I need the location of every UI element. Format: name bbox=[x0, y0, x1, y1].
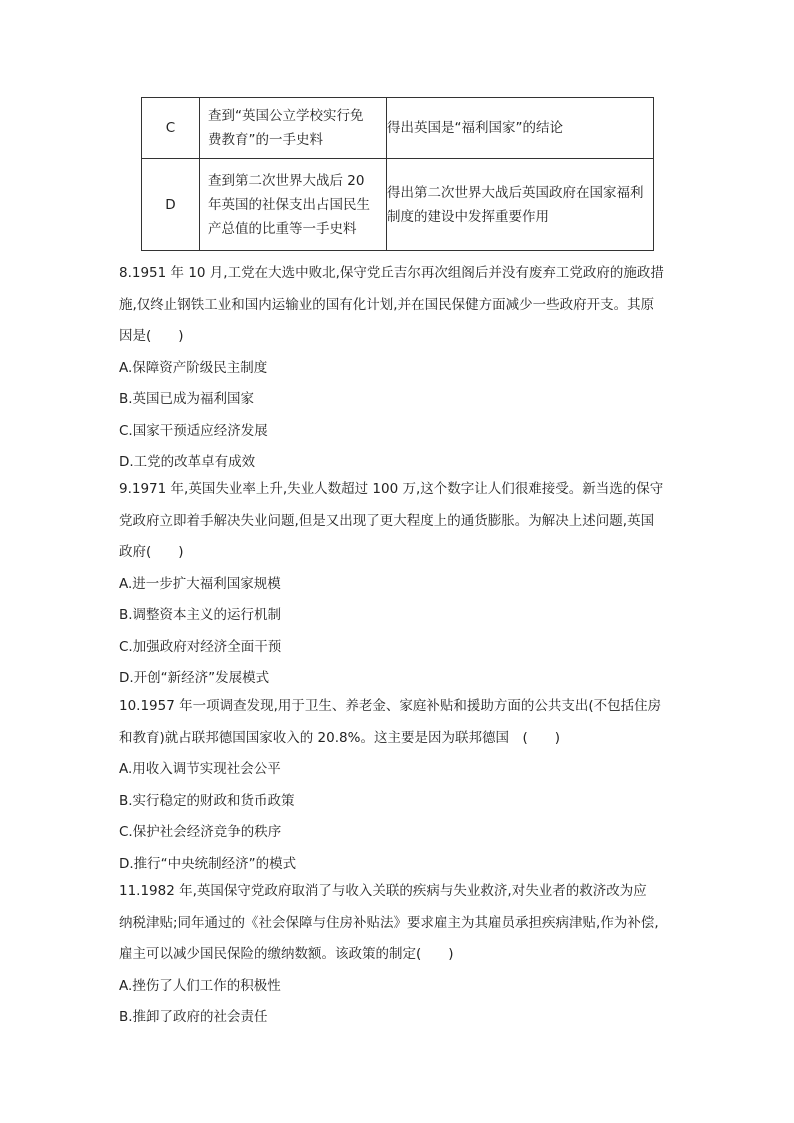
source-cell bbox=[200, 159, 387, 251]
cell-line: 得出第二次世界大战后英国政府在国家福利 bbox=[387, 184, 644, 201]
option-d: D.推行“中央统制经济”的模式 bbox=[119, 855, 297, 872]
question-9 bbox=[119, 474, 679, 695]
option-b: B.调整资本主义的运行机制 bbox=[119, 607, 282, 623]
question-stem bbox=[119, 258, 679, 353]
stem-line: 10.1957 年一项调查发现,用于卫生、养老金、家庭补贴和援助方面的公共支出(不包括住房 bbox=[119, 698, 662, 714]
question-11 bbox=[119, 876, 679, 1034]
question-stem bbox=[119, 876, 679, 971]
stem-line: 政府( ) bbox=[119, 544, 184, 560]
cell-line: 产总值的比重等一手史料 bbox=[208, 220, 357, 237]
stem-line: 党政府立即着手解决失业问题,但是又出现了更大程度上的通货膨胀。为解决上述问题,英国 bbox=[119, 512, 655, 529]
option-c: C.加强政府对经济全面干预 bbox=[119, 638, 282, 655]
option-cell: D bbox=[142, 159, 200, 251]
cell-line: 查到“英国公立学校实行免 bbox=[208, 108, 364, 124]
option-b: B.英国已成为福利国家 bbox=[119, 391, 255, 407]
option-c: C.国家干预适应经济发展 bbox=[119, 422, 268, 439]
option-cell: C bbox=[142, 98, 200, 159]
question-10 bbox=[119, 691, 679, 880]
stem-line: 9.1971 年,英国失业率上升,失业人数超过 100 万,这个数字让人们很难接受。新当选的保守 bbox=[119, 481, 664, 497]
option-a: A.进一步扩大福利国家规模 bbox=[119, 575, 281, 592]
option-a: A.挫伤了人们工作的积极性 bbox=[119, 977, 281, 994]
table-row bbox=[142, 159, 654, 251]
option-a: A.保障资产阶级民主制度 bbox=[119, 359, 268, 376]
option-d: D.工党的改革卓有成效 bbox=[119, 454, 256, 470]
stem-line: 施,仅终止钢铁工业和国内运输业的国有化计划,并在国民保健方面减少一些政府开支。其原 bbox=[119, 296, 655, 313]
stem-line: 雇主可以减少国民保险的缴纳数额。该政策的制定( ) bbox=[119, 946, 454, 962]
evidence-table bbox=[141, 97, 654, 251]
stem-line: 8.1951 年 10 月,工党在大选中败北,保守党丘吉尔再次组阁后并没有废弃工党政府的施政措 bbox=[119, 265, 664, 281]
stem-line: 纳税津贴;同年通过的《社会保障与住房补贴法》要求雇主为其雇员承担疾病津贴,作为补偿, bbox=[119, 914, 659, 931]
table-row bbox=[142, 98, 654, 159]
option-b: B.推卸了政府的社会责任 bbox=[119, 1009, 268, 1025]
source-cell bbox=[200, 98, 387, 159]
option-c: C.保护社会经济竞争的秩序 bbox=[119, 824, 282, 840]
stem-line: 11.1982 年,英国保守党政府取消了与收入关联的疾病与失业救济,对失业者的救济改为应 bbox=[119, 883, 647, 899]
cell-line: 年英国的社保支出占国民生 bbox=[208, 196, 370, 213]
cell-line: 费教育”的一手史料 bbox=[208, 132, 323, 148]
question-stem bbox=[119, 691, 679, 754]
option-d: D.开创“新经济”发展模式 bbox=[119, 670, 270, 686]
question-stem bbox=[119, 474, 679, 569]
cell-line: 查到第二次世界大战后 20 bbox=[208, 172, 365, 189]
result-cell bbox=[387, 98, 654, 159]
question-8 bbox=[119, 258, 679, 479]
option-a: A.用收入调节实现社会公平 bbox=[119, 761, 281, 777]
cell-line: 制度的建设中发挥重要作用 bbox=[387, 208, 549, 225]
stem-line: 和教育)就占联邦德国国家收入的 20.8%。这主要是因为联邦德国 ( ) bbox=[119, 729, 560, 746]
option-b: B.实行稳定的财政和货币政策 bbox=[119, 792, 295, 809]
result-cell bbox=[387, 159, 654, 251]
stem-line: 因是( ) bbox=[119, 328, 184, 344]
cell-line: 得出英国是“福利国家”的结论 bbox=[387, 120, 563, 136]
